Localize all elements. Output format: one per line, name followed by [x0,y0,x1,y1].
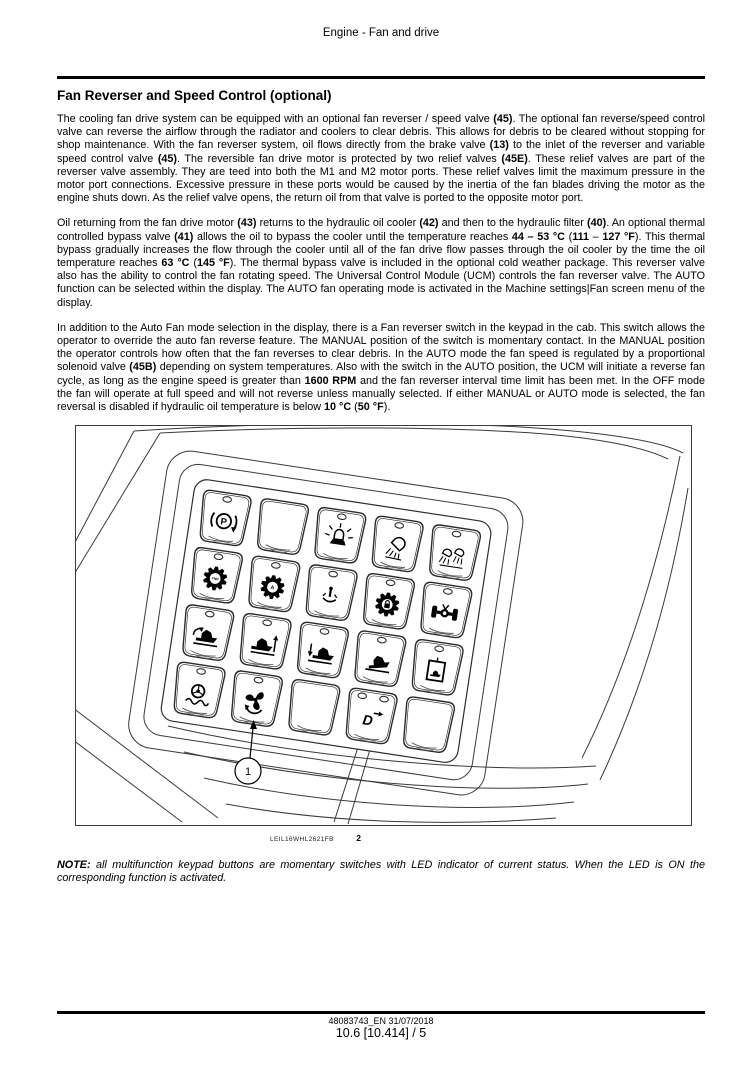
figure-caption [75,828,692,846]
console-line [204,778,574,807]
paragraph-3: In addition to the Auto Fan mode selection in the display, there is a Fan reverser switch in the keypad in the cab. This switch allows the operator to override the auto fan reverse feature. The MANUAL position of the switch is momentary contact. In the MANUAL position the operator controls how often that the fan reverses to clear debris. In the AUTO mode the fan speed is regulated by a proportional solenoid valve (45B) depending on system temperatures. Also with the switch in the AUTO position, the UCM will initiate a reverse fan cycle, as long as the engine speed is greater than 1600 RPM and the fan reverser interval time limit has been met. In the OFF mode the fan will operate at full speed and will not reverse unless manually selected. If either MANUAL or AUTO mode is selected, the fan reversal is disabled if hydraulic oil temperature is below 10 °C (50 °F). [57,321,705,414]
transmission-auto-button [245,556,300,614]
coupler-release-button [303,564,358,622]
work-light-front-button [369,516,424,574]
page-footer [57,1011,705,1040]
svg-text:D: D [361,711,374,729]
return-to-dig-button [179,604,234,662]
svg-text:FNR: FNR [211,576,219,582]
figure-code: LEIL16WHL2621FB [270,836,334,844]
document-reference: 48083743_EN 31/07/2018 [328,1016,434,1026]
console-line [76,431,134,546]
transmission-lock-button [360,573,415,631]
secondary-steering-button [171,662,226,720]
blank-button-1 [254,498,309,556]
paragraph-2: Oil returning from the fan drive motor (43) returns to the hydraulic oil cooler (42) and then to the hydraulic filter (40). An optional thermal controlled bypass valve (41) allows the oil to bypass the cooler until the temperature reaches 44 – 53 °C (111 – 127 °F). This thermal bypass gradually increases the flow through the cooler until all of the fan drive flow passes through the oil cooler by the time the oil temperature reaches 63 °C (145 °F). The thermal bypass valve is included in the optional cold weather package. This reverser valve also has the ability to control the fan rotating speed. The Universal Control Module (UCM) controls the fan reverser valve. The AUTO function can be selected within the display. The AUTO fan operating mode is activated in the Machine settings|Fan screen menu of the display. [57,217,705,309]
rotating-beacon-button [311,507,366,565]
footer-rule [57,1011,705,1014]
header-rule [57,76,705,79]
chapter-header: Engine - Fan and drive [322,27,440,39]
paragraph-1: The cooling fan drive system can be equipped with an optional fan reverser / speed valve (45). The optional fan reverse/speed control valve can reverse the airflow through the radiator and coolers to clear debris. This allows for debris to be cleared without stopping for shop maintenance. With the fan reverser system, oil flows directly from the brake valve (13) to the inlet of the reverser and variable speed control valve (45). The reversible fan drive motor is protected by two relief valves (45E). These relief valves are part of the reverser valve assembly. They are teed into both the M1 and M2 motor ports. These relief valves limit the maximum pressure in the motor port connections. Excessive pressure in these ports would be caused by the inertia of the fan blades driving the motor as the engine shuts down. As the relief valve opens, the return oil from that valve is ported to the opposite motor port. [57,113,705,205]
callout-number: 1 [244,766,252,779]
keypad-figure [75,425,692,826]
console-line [600,488,688,780]
park-brake-button [197,490,252,548]
svg-text:P: P [219,516,228,529]
blank-button-3 [400,696,455,754]
work-lights-front-rear-button [426,524,481,582]
blank-button-2 [285,679,340,737]
keypad-illustration [76,426,691,825]
console-line [76,433,160,576]
ride-control-button [409,639,464,697]
page-reference: 10.6 [10.414] / 5 [335,1026,427,1040]
differential-lock-button [417,582,472,640]
note-paragraph: NOTE: all multifunction keypad buttons are momentary switches with LED indicator of current status. When the LED is ON the corresponding function is activated. [57,859,705,885]
console-line [582,456,680,758]
console-line [76,740,182,822]
boom-height-button [237,613,292,671]
svg-text:A: A [270,585,275,592]
console-line [334,744,359,822]
section-title: Fan Reverser and Speed Control (optional) [57,88,332,103]
return-to-travel-button [351,630,406,688]
transmission-fnr-button [188,547,243,605]
quick-shift-button [343,688,398,746]
fan-reverser-button [228,670,283,728]
keypad-plate-group [125,448,526,798]
figure-number: 2 [356,833,361,844]
boom-float-button [294,622,349,680]
